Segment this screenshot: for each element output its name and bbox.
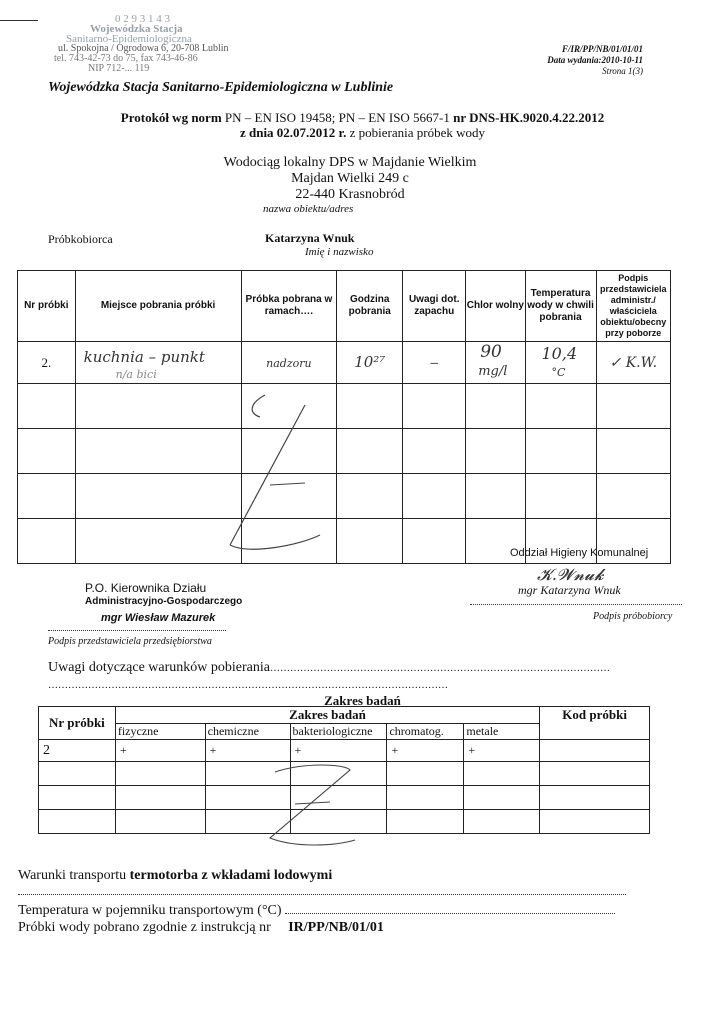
samples-table <box>17 270 671 564</box>
scope-cell-mark: + <box>290 740 387 762</box>
sampler-label: Próbkobiorca <box>48 232 113 246</box>
scope-sub-chromatographic: chromatog. <box>387 724 464 740</box>
sampler-name: Katarzyna Wnuk <box>265 231 355 245</box>
instruction-line <box>18 920 384 936</box>
left-stamp: P.O. Kierownika Działu Administracyjno-Gospodarczego mgr Wiesław Mazurek <box>85 581 243 624</box>
transport-dots <box>18 894 626 895</box>
transport-label: Warunki transportu <box>18 868 127 883</box>
container-temp-label: Temperatura w pojemniku transportowym (°C) <box>18 903 282 918</box>
remarks-label: Uwagi dotyczące warunków pobierania <box>48 660 270 675</box>
remarks-dots: ………………………………………………………………………………………………………… <box>48 680 448 691</box>
header-representative-signature: Podpis przedstawiciela administr./ właściciela obiektu/obecny przy poborze <box>596 271 670 342</box>
stamp-line: NIP 712-... 119 <box>88 63 150 74</box>
scope-cell-mark: + <box>205 740 290 762</box>
object-city: 22-440 Krasnobród <box>295 187 405 202</box>
header-free-chlorine: Chlor wolny <box>466 271 525 342</box>
institution-stamp <box>40 14 260 74</box>
container-temp-line <box>18 903 615 919</box>
header-sampling-hour: Godzina pobrania <box>337 271 403 342</box>
scope-cell-mark: + <box>464 740 540 762</box>
stamp-number: 0 2 9 3 1 4 3 <box>115 13 170 25</box>
cell-nr: 2. <box>18 342 76 384</box>
issue-date: Data wydania:2010-10-11 <box>547 55 643 65</box>
object-street: Majdan Wielki 249 c <box>291 171 409 186</box>
transport-line <box>18 868 332 884</box>
right-signature-caption: Podpis próbobiorcy <box>593 611 673 622</box>
protocol-title <box>0 110 725 140</box>
cell-scope: nadzoru <box>241 342 337 384</box>
page-number: Strona 1(3) <box>602 66 643 76</box>
scope-cell-mark: + <box>387 740 464 762</box>
cell-hour: 10²⁷ <box>337 342 403 384</box>
cell-place <box>75 342 241 384</box>
scope-sub-chemical: chemiczne <box>205 724 290 740</box>
scope-cell-nr: 2 <box>39 740 116 762</box>
instruction-label: Próbki wody pobrano zgodnie z instrukcją nr <box>18 920 271 935</box>
instruction-number: IR/PP/NB/01/01 <box>288 920 384 935</box>
department-stamp: Oddział Higieny Komunalnej <box>510 547 649 559</box>
place-correction: n/a bici <box>115 368 157 381</box>
stamp-line: Wojewódzka Stacja <box>90 23 183 35</box>
right-signature-name: mgr Katarzyna Wnuk <box>518 583 621 597</box>
sampler-caption: Imię i nazwisko <box>305 246 374 258</box>
doc-code: F/IR/PP/NB/01/01/01 <box>561 44 643 54</box>
table-row <box>18 342 671 384</box>
doc-meta <box>547 44 643 77</box>
scope-sub-metals: metale <box>464 724 540 740</box>
header-water-temp: Temperatura wody w chwili pobrania <box>525 271 596 342</box>
strike-through-mark <box>210 385 330 555</box>
place-text: kuchnia – punkt <box>83 348 205 366</box>
transport-value: termotorba z wkładami lodowymi <box>129 868 333 883</box>
cell-temp: 10,4 °C <box>525 342 596 384</box>
stamp-line: ul. Spokojna / Ogrodowa 6, 20-708 Lublin <box>58 43 229 54</box>
scope-header-nr: Nr próbki <box>39 707 116 740</box>
right-signature-line <box>470 604 682 605</box>
left-signature-line <box>48 630 226 631</box>
header-sample-scope: Próbka pobrana w ramach…. <box>241 271 337 342</box>
protocol-subject: z pobierania próbek wody <box>349 125 486 140</box>
protocol-number: nr DNS-HK.9020.4.22.2012 <box>453 110 605 125</box>
scope-header-code: Kod próbki <box>540 707 650 740</box>
object-caption: nazwa obiektu/adres <box>263 203 354 215</box>
sampler-signature-scribble: 𝓚.𝓦𝓷𝓾𝓴 <box>537 565 604 584</box>
header-sampling-place: Miejsce pobrania próbki <box>75 271 241 342</box>
protocol-date: z dnia 02.07.2012 r. <box>239 125 347 140</box>
cell-signature: ✓ K.W. <box>596 342 670 384</box>
stamp-line: Sanitarno-Epidemiologiczna <box>66 33 192 45</box>
scope-table-title: Zakres badań <box>324 693 401 708</box>
scope-strike-through-mark <box>255 758 365 858</box>
object-name: Wodociąg lokalny DPS w Majdanie Wielkim <box>223 155 477 170</box>
object-block <box>200 155 500 203</box>
header-odor-remarks: Uwagi dot. zapachu <box>403 271 466 342</box>
cell-odor: – <box>403 342 466 384</box>
left-signature-caption: Podpis przedstawiciela przedsiębiorstwa <box>48 636 212 647</box>
stamp-line: tel. 743-42-73 do 75, fax 743-46-86 <box>54 53 198 64</box>
remarks-line: Uwagi dotyczące warunków pobierania………………………………………………………………………………………… <box>48 660 610 675</box>
scope-sub-physical: fizyczne <box>115 724 205 740</box>
margin-dash <box>0 20 38 21</box>
protocol-label: Protokół wg norm <box>120 110 222 125</box>
cell-chlorine: 90 mg/l <box>466 342 525 384</box>
protocol-norms: PN – EN ISO 19458; PN – EN ISO 5667-1 <box>224 110 450 125</box>
scope-cell-mark: + <box>115 740 205 762</box>
scope-sub-bacteriological: bakteriologiczne <box>290 724 387 740</box>
institution-name: Wojewódzka Stacja Sanitarno-Epidemiologiczna w Lublinie <box>48 80 394 95</box>
header-sample-number: Nr próbki <box>18 271 76 342</box>
scope-header-scope: Zakres badań <box>115 707 539 724</box>
